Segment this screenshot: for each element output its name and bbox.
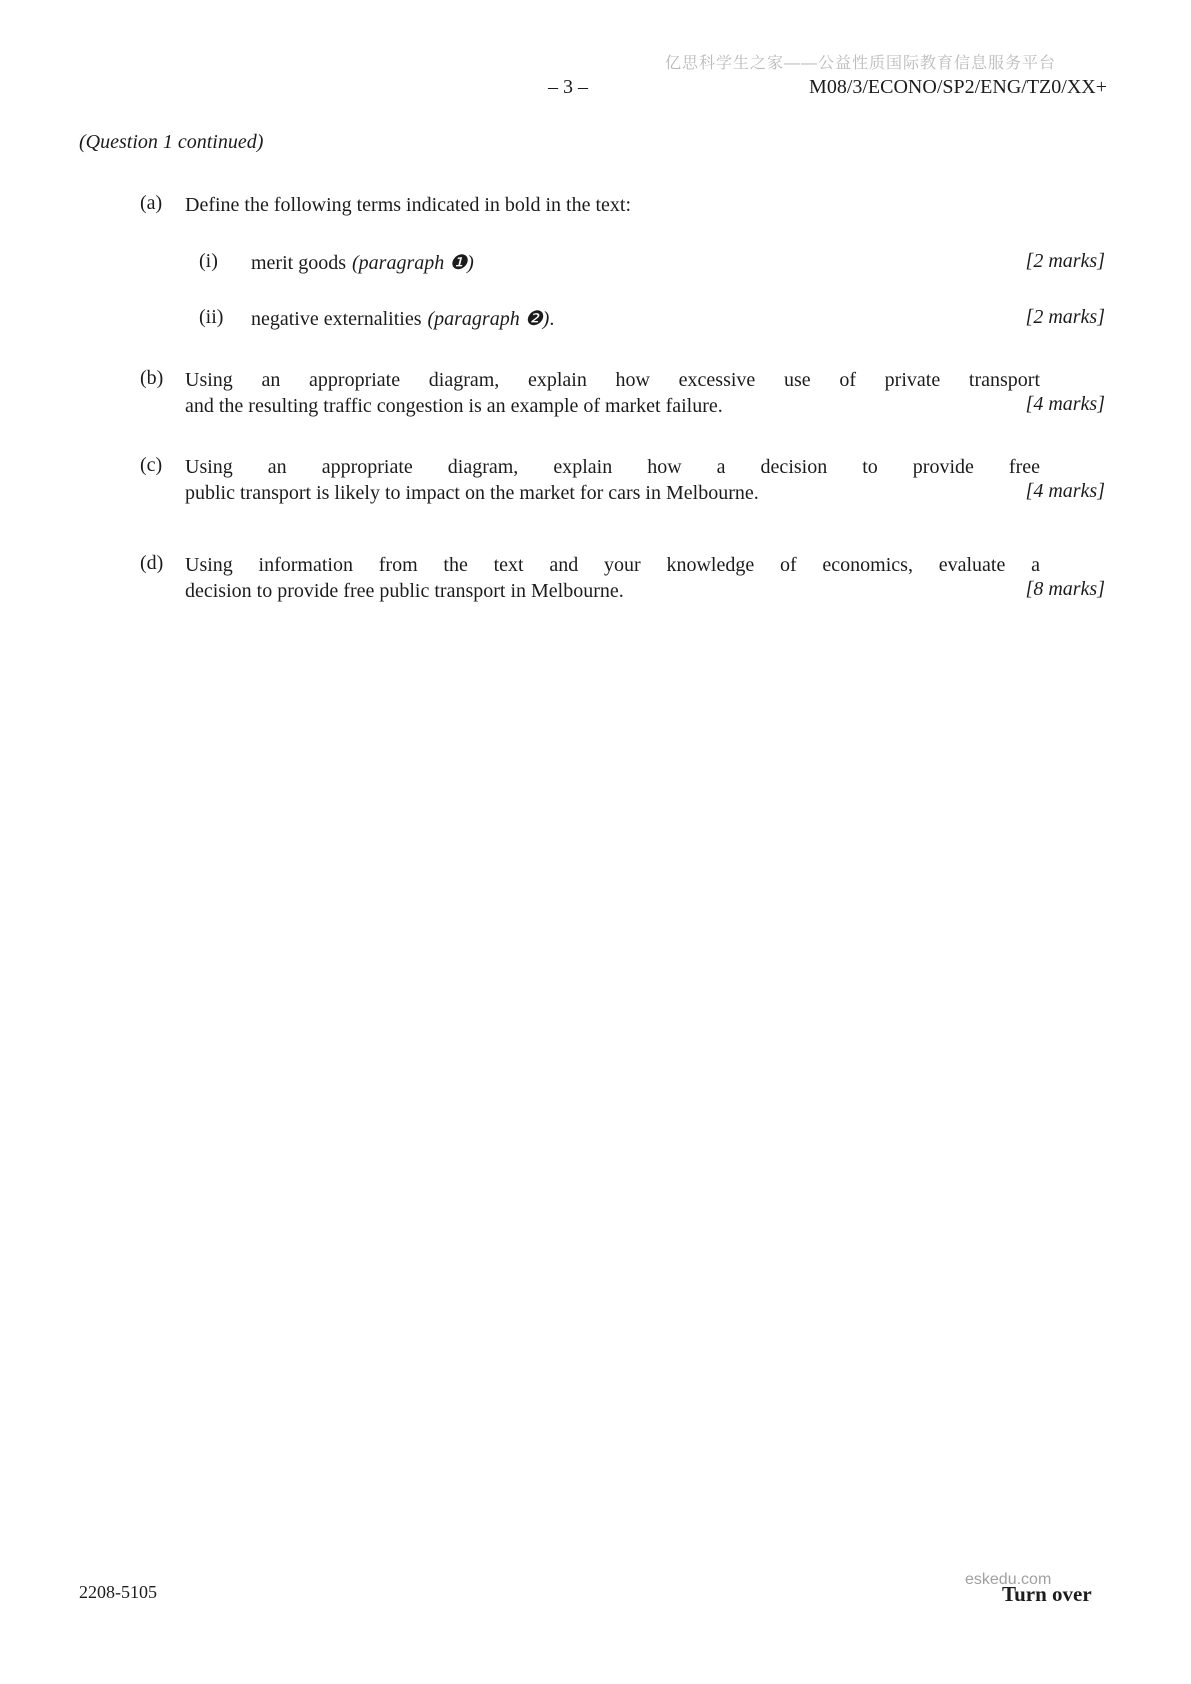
part-c-text (185, 454, 1040, 506)
part-d-text (185, 552, 1040, 604)
text-line: Using information from the text and your knowledge of economics, evaluate a (185, 554, 1040, 576)
question-continued-note: (Question 1 continued) (79, 131, 264, 153)
subpart-i-text (251, 250, 474, 275)
footer-document-number: 2208-5105 (79, 1582, 157, 1602)
part-c-marks: [4 marks] (1025, 480, 1105, 502)
part-b-label: (b) (140, 367, 164, 389)
subpart-i-label: (i) (199, 250, 218, 272)
part-a-text: Define the following terms indicated in bold in the text: (185, 194, 632, 216)
subpart-ii-term: negative externalities (251, 308, 422, 330)
part-a-label: (a) (140, 192, 163, 214)
text-line: Using an appropriate diagram, explain how excessive use of private transport (185, 369, 1040, 391)
part-c-label: (c) (140, 454, 163, 476)
part-d-label: (d) (140, 552, 164, 574)
subpart-ii-marks: [2 marks] (1025, 306, 1105, 328)
footer-watermark: eskedu.com (965, 1571, 1052, 1588)
text-line: Using an appropriate diagram, explain how a decision to provide free (185, 456, 1040, 478)
part-b-marks: [4 marks] (1025, 393, 1105, 415)
part-b-text (185, 367, 1040, 419)
subpart-i-marks: [2 marks] (1025, 250, 1105, 272)
turn-over-label: Turn over (1002, 1582, 1092, 1606)
part-d-marks: [8 marks] (1025, 578, 1105, 600)
text-line: public transport is likely to impact on the market for cars in Melbourne. (185, 482, 759, 504)
page-number: – 3 – (548, 76, 588, 98)
subpart-i-paragraph-ref: (paragraph ❶) (352, 252, 474, 274)
header-watermark: 亿思科学生之家——公益性质国际教育信息服务平台 (665, 55, 1057, 72)
text-line: decision to provide free public transport in Melbourne. (185, 580, 624, 602)
subpart-i-term: merit goods (251, 252, 346, 274)
subpart-ii-suffix: . (549, 308, 555, 330)
subpart-ii-label: (ii) (199, 306, 224, 328)
subpart-ii-paragraph-ref: (paragraph ❷) (427, 308, 550, 330)
paper-code: M08/3/ECONO/SP2/ENG/TZ0/XX+ (809, 76, 1107, 98)
subpart-ii-text (251, 306, 554, 331)
text-line: and the resulting traffic congestion is an example of market failure. (185, 395, 723, 417)
